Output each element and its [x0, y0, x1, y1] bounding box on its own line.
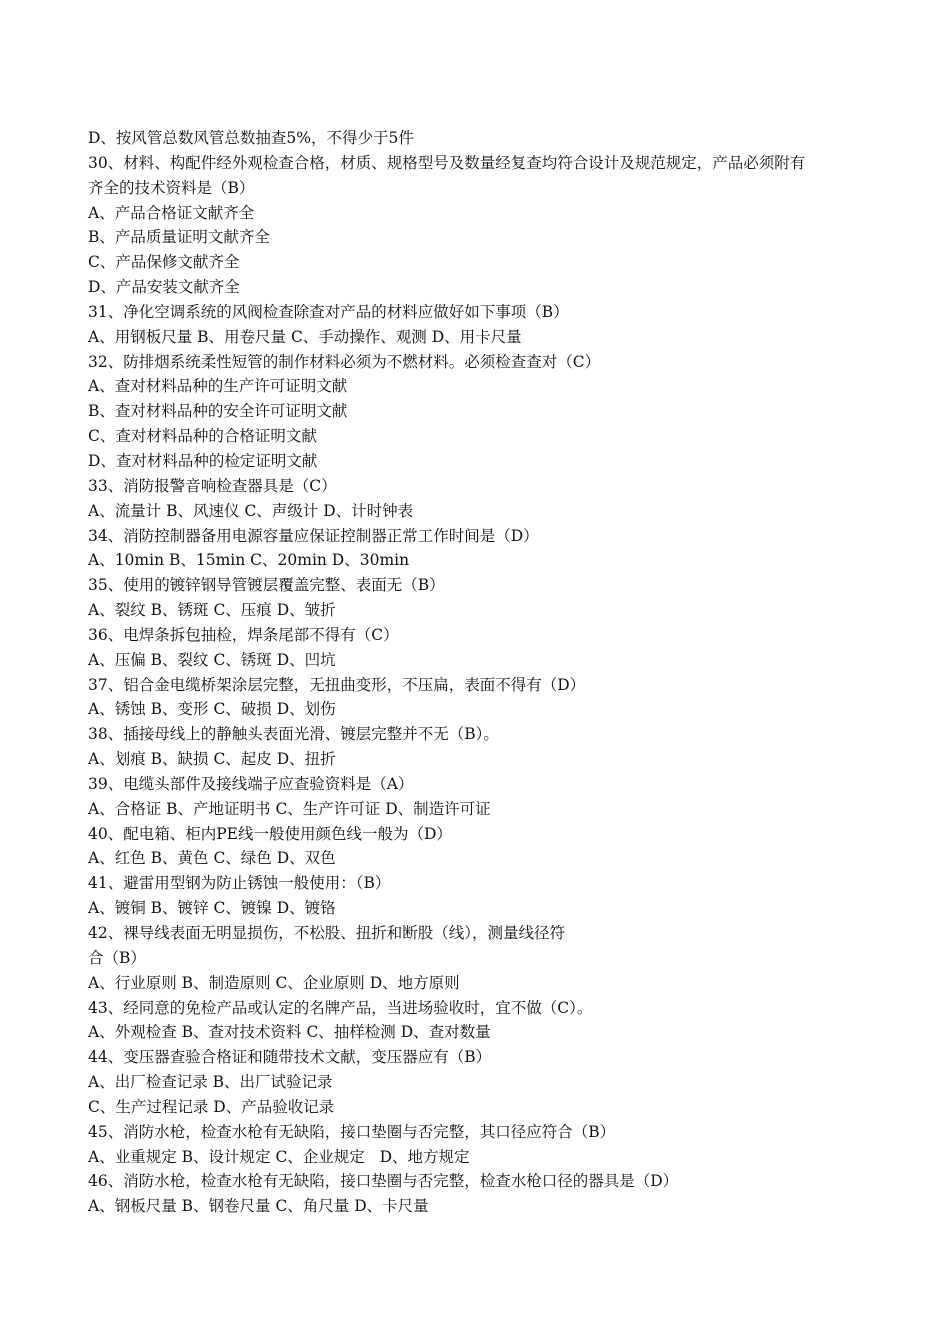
answer-options: A、红色 B、黄色 C、绿色 D、双色: [88, 849, 336, 868]
answer-options: A、行业原则 B、制造原则 C、企业原则 D、地方原则: [88, 973, 460, 992]
question-46: 46、消防水枪，检查水枪有无缺陷，接口垫圈与否完整，检查水枪口径的器具是（D）: [88, 1172, 679, 1191]
answer-options: A、外观检查 B、查对技术资料 C、抽样检测 D、查对数量: [88, 1023, 491, 1042]
answer-options: A、压偏 B、裂纹 C、锈斑 D、凹坑: [88, 650, 336, 669]
answer-options: A、镀铜 B、镀锌 C、镀镍 D、镀铬: [88, 899, 336, 918]
question-45: 45、消防水枪，检查水枪有无缺陷，接口垫圈与否完整，其口径应符合（B）: [88, 1122, 616, 1141]
answer-option: B、产品质量证明文献齐全: [88, 228, 270, 247]
question-31: 31、净化空调系统的风阀检查除查对产品的材料应做好如下事项（B）: [88, 302, 569, 321]
text-line: D、按风管总数风管总数抽查5%，不得少于5件: [88, 129, 414, 147]
question-37: 37、铝合金电缆桥架涂层完整，无扭曲变形，不压扁，表面不得有（D）: [88, 675, 586, 694]
answer-options: A、裂纹 B、锈斑 C、压痕 D、皱折: [88, 601, 336, 620]
question-41: 41、避雷用型钢为防止锈蚀一般使用：（B）: [88, 874, 391, 893]
text-line: 齐全的技术资料是（B）: [88, 178, 255, 197]
question-38: 38、插接母线上的静触头表面光滑、镀层完整并不无（B）。: [88, 725, 499, 744]
answer-options: A、业重规定 B、设计规定 C、企业规定 D、地方规定: [88, 1147, 470, 1166]
question-44: 44、变压器查验合格证和随带技术文献，变压器应有（B）: [88, 1048, 492, 1067]
question-33: 33、消防报警音响检查器具是（C）: [88, 476, 337, 495]
answer-options: C、生产过程记录 D、产品验收记录: [88, 1097, 335, 1116]
answer-options: A、划痕 B、缺损 C、起皮 D、扭折: [88, 750, 336, 769]
question-35: 35、使用的镀锌钢导管镀层覆盖完整、表面无（B）: [88, 576, 445, 595]
answer-option: D、查对材料品种的检定证明文献: [88, 451, 318, 470]
answer-option: C、查对材料品种的合格证明文献: [88, 427, 317, 446]
document-body: [88, 126, 878, 1219]
answer-option: A、产品合格证文献齐全: [88, 203, 255, 222]
answer-options: A、钢板尺量 B、钢卷尺量 C、角尺量 D、卡尺量: [88, 1197, 429, 1216]
answer-options: A、10min B、15min C、20min D、30min: [88, 551, 410, 570]
question-36: 36、电焊条拆包抽检，焊条尾部不得有（C）: [88, 625, 399, 644]
answer-options: A、出厂检查记录 B、出厂试验记录: [88, 1073, 333, 1092]
question-43: 43、经同意的免检产品或认定的名牌产品，当进场验收时，宜不做（C）。: [88, 998, 593, 1017]
text-line: 合（B）: [88, 948, 146, 967]
question-32: 32、防排烟系统柔性短管的制作材料必须为不燃材料。必须检查查对（C）: [88, 352, 601, 371]
answer-option: D、产品安装文献齐全: [88, 278, 240, 297]
question-42: 42、裸导线表面无明显损伤，不松股、扭折和断股（线），测量线径符: [88, 924, 565, 942]
question-30: 30、材料、构配件经外观检查合格，材质、规格型号及数量经复查均符合设计及规范规定，产品必须附有: [88, 153, 806, 172]
answer-options: A、流量计 B、风速仪 C、声级计 D、计时钟表: [88, 501, 414, 520]
answer-options: A、合格证 B、产地证明书 C、生产许可证 D、制造许可证: [88, 799, 491, 818]
answer-options: A、用钢板尺量 B、用卷尺量 C、手动操作、观测 D、用卡尺量: [88, 327, 522, 346]
answer-options: A、锈蚀 B、变形 C、破损 D、划伤: [88, 700, 336, 719]
question-39: 39、电缆头部件及接线端子应查验资料是（A）: [88, 774, 414, 793]
question-40: 40、配电箱、柜内PE线一般使用颜色线一般为（D）: [88, 824, 452, 843]
answer-option: C、产品保修文献齐全: [88, 253, 240, 272]
answer-option: A、查对材料品种的生产许可证明文献: [88, 377, 348, 396]
answer-option: B、查对材料品种的安全许可证明文献: [88, 402, 348, 421]
question-34: 34、消防控制器备用电源容量应保证控制器正常工作时间是（D）: [88, 526, 539, 545]
